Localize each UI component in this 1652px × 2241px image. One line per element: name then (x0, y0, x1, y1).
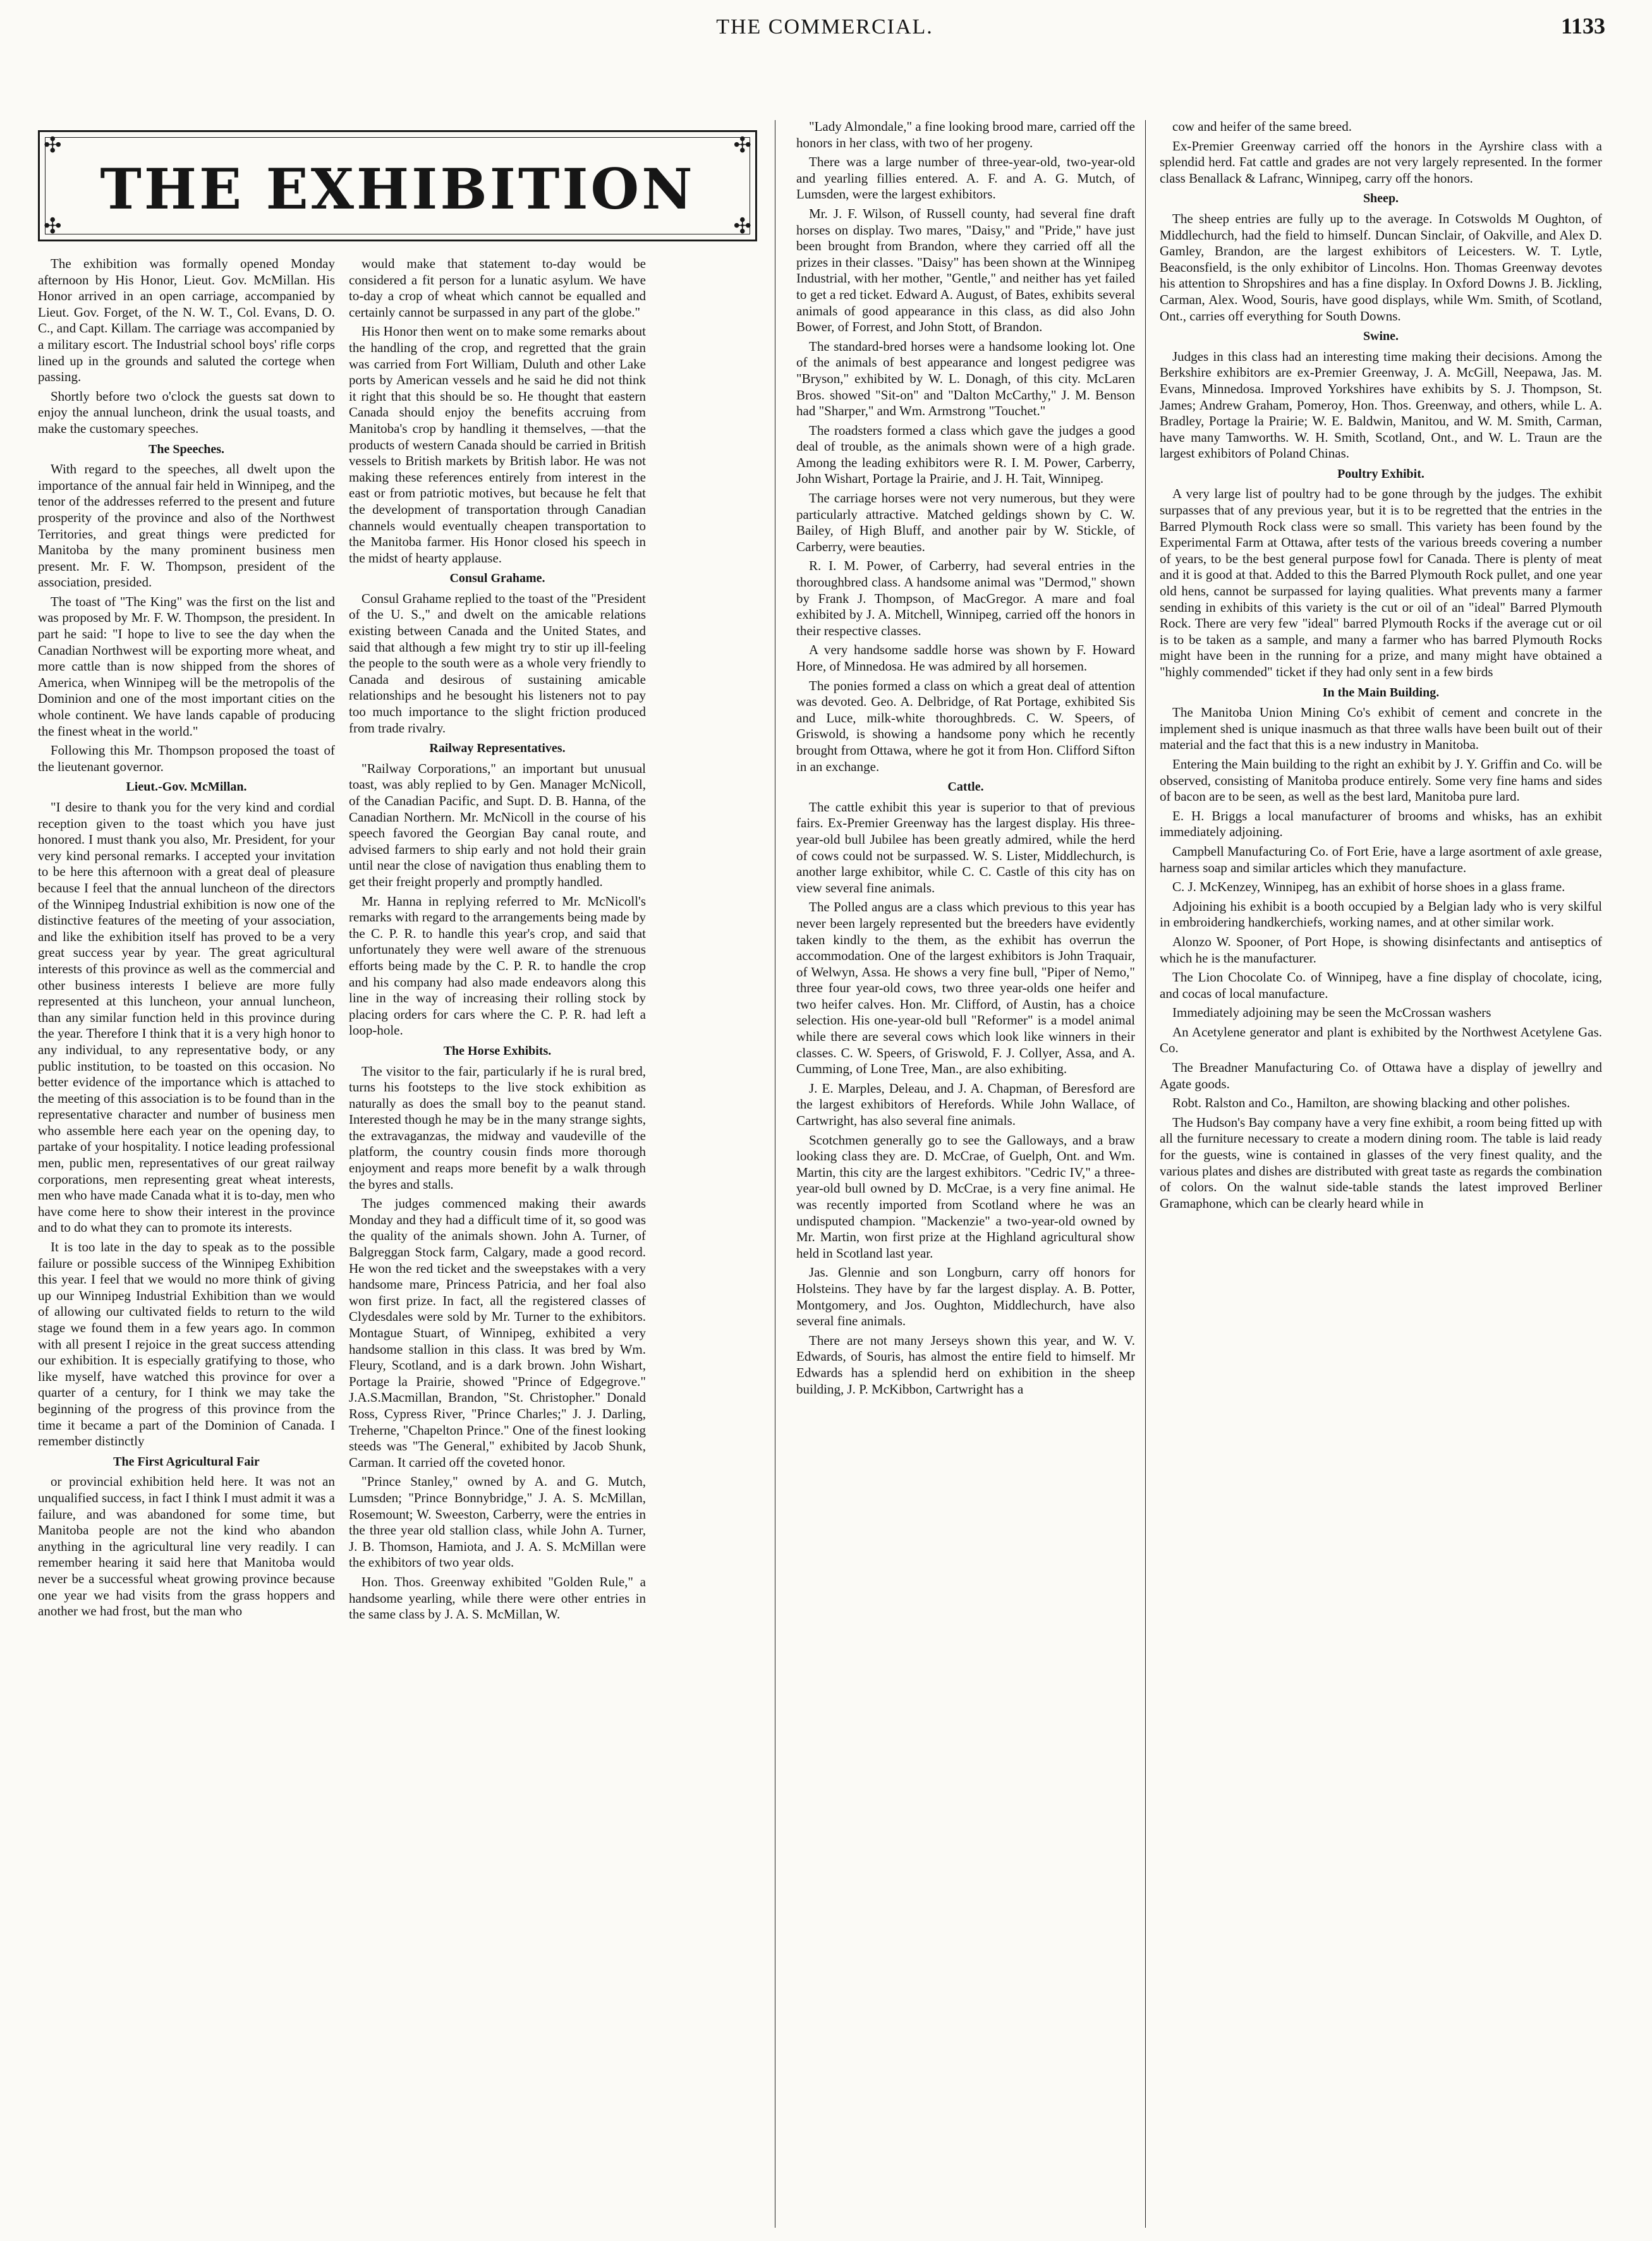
body-paragraph: C. J. McKenzey, Winnipeg, has an exhibit of horse shoes in a glass frame. (1172, 879, 1565, 895)
column-3 (796, 119, 1135, 2223)
masthead: THE COMMERCIAL. (716, 15, 933, 39)
body-paragraph: or provincial exhibition held here. It was not an unqualified success, in fact I think I must admit it was a failure, and was abandoned for some time, but Manitoba people are not the kind who abandon anything in the agricultural line very readily. I can remember hearing it said here that Manitoba would never be a successful wheat growing province because one year we had visits from the grass hoppers and another we had frost, but the man who (38, 1474, 335, 1619)
body-paragraph: The sheep entries are fully up to the average. In Cotswolds M Oughton, of Middlechurch, had the field to himself. Duncan Sinclair, of Oakville, and Alex D. Gamley, Brandon, are the largest exhibitors of Leicesters. W. T. Lytle, Beaconsfield, is the only exhibitor of Lincolns. Hon. Thomas Greenway devotes his attention to Shropshires and has a fine display. In Oxford Downs J. B. Jickling, Carman, Alex. Wood, Souris, have good displays, while Wm. Smith, of Scotland, Ont., carries off everything for South Downs. (1160, 210, 1602, 324)
body-paragraph: Campbell Manufacturing Co. of Fort Erie, have a large asortment of axle grease, harness soap and similar articles which they manufacture. (1160, 843, 1602, 875)
body-paragraph: The Manitoba Union Mining Co's exhibit of cement and concrete in the implement shed is unique inasmuch as that three walls have been built out of their material and the fact that this is a new industry in Manitoba. (1160, 705, 1602, 753)
section-subheading: Lieut.-Gov. McMillan. (126, 780, 247, 794)
body-paragraph: Mr. J. F. Wilson, of Russell county, had several fine draft horses on display. Two mares, "Daisy," and "Pride," have just been brought from Brandon, where they carried off all the prizes in their classes. "Daisy" has been shown at the Winnipeg Industrial, with her mother, "Gentle," and neither has yet failed to get a red ticket. Edward A. August, of Bates, exhibits several animals of good appearance in this class, as did also John Bower, of Forrest, and John Stott, of Brandon. (796, 205, 1135, 335)
section-subheading: Poultry Exhibit. (1337, 466, 1424, 481)
body-paragraph: J. E. Marples, Deleau, and J. A. Chapman, of Beresford are the largest exhibitors of Herefords. While John Wallace, of Cartwright, has also several fine animals. (796, 1080, 1135, 1129)
body-paragraph: Ex-Premier Greenway carried off the honors in the Ayrshire class with a splendid herd. Fat cattle and grades are not very largely represented. In the former class Benallack & Lafranc, Winnipeg, carry off the honors. (1160, 138, 1602, 186)
body-paragraph: The Polled angus are a class which previous to this year has never been largely represented but the breeders have evidently taken kindly to the them, as the exhibit has overrun the accommodation. One of the largest exhibitors is John Traquair, of Welwyn, Assa. He shows a very fine bull, "Piper of Nemo," three four year-old cows, two three year-olds one heifer and two heifer calves. Hon. Mr. Clifford, of Austin, has a choice selection. His one-year-old bull "Reformer" is a model animal while there are several cows which look like winners in their classes. C. W. Speers, of Griswold, F. J. Collyer, Assa, and A. Cumming, of Lone Tree, Man., are also exhibiting. (796, 899, 1135, 1077)
body-paragraph: "Lady Almondale," a fine looking brood mare, carried off the honors in her class, with two of her progeny. (796, 119, 1135, 150)
corner-ornament-icon: ✣ (733, 214, 751, 239)
corner-ornament-icon: ✣ (44, 214, 62, 239)
column-4 (1160, 119, 1602, 2223)
body-paragraph: With regard to the speeches, all dwelt upon the importance of the annual fair held in Winnipeg, and the tenor of the addresses referred to the present and future prosperity of the province and also of the Northwest Territories, and great things were predicted for Manitoba by the many prominent business men present. Mr. F. W. Thompson, president of the association, presided. (38, 461, 335, 590)
section-subheading: Railway Representatives. (429, 741, 566, 756)
body-paragraph: Scotchmen generally go to see the Galloways, and a braw looking class they are. D. McCrae, of Guelph, Ont. and Wm. Martin, this city are the largest exhibitors. "Cedric IV," a three-year-old bull owned by D. McCrae, is a very fine animal. He was recently imported from Scotland where he was an undisputed champion. "Mackenzie" a two-year-old owned by Mr. Martin, won first prize at the Highland agricultural show held in Scotland last year. (796, 1132, 1135, 1261)
column-rule (1145, 120, 1146, 2228)
body-paragraph: would make that statement to-day would be considered a fit person for a lunatic asylum. We have to-day a crop of wheat which cannot be equalled and certainly cannot be surpassed in any part of the globe." (349, 256, 646, 320)
body-paragraph: It is too late in the day to speak as to the possible failure or possible success of the Winnipeg Exhibition this year. I feel that we would no more think of giving up our Winnipeg Industrial Exhibition than we would of allowing our cultivated fields to return to the wild stage we found them in a few years ago. In common with all present I rejoice in the great success attending our exhibition. It is especially gratifying to those, who like myself, have watched this province for over a quarter of a century, for I think we may take the beginning of the progress of this province from the time it became a part of the Dominion of Canada. I remember distinctly (38, 1239, 335, 1449)
section-subheading: The Horse Exhibits. (443, 1043, 552, 1058)
body-paragraph: The judges commenced making their awards Monday and they had a difficult time of it, so good was the quality of the animals shown. John A. Turner, of Balgreggan Stock farm, Calgary, made a good record. He won the red ticket and the sweepstakes with a very handsome mare, Princess Patricia, and her foal also won first prize. In fact, all the registered classes of Clydesdales were sold by Mr. Turner to the exhibitors. Montague Stuart, of Winnipeg, exhibited a very handsome stallion in this class. It was bred by Wm. Fleury, Scotland, and is a dark brown. John Wishart, Portage la Prairie, showed "Prince of Edgegrove." J.A.S.Macmillan, Brandon, "St. Christopher." Donald Ross, Cypress River, "Prince Charles;" J. J. Darling, Treherne, "Chapelton Prince." One of the finest looking steeds was "The General," exhibited by Jacob Shunk, Carman. It carried off the coveted honor. (349, 1196, 646, 1470)
body-paragraph: There was a large number of three-year-old, two-year-old and yearling fillies entered. A. F. and A. G. Mutch, of Lumsden, were the largest exhibitors. (796, 154, 1135, 202)
body-paragraph: An Acetylene generator and plant is exhibited by the Northwest Acetylene Gas. Co. (1160, 1024, 1602, 1056)
body-paragraph: "I desire to thank you for the very kind and cordial reception given to the toast which you have just honored. I must thank you also, Mr. President, for your very kind personal remarks. I accepted your invitation to be here this afternoon with a great deal of pleasure because I feel that the annual luncheon of the directors of the Winnipeg Industrial exhibition is now one of the distinctive features of the meeting of your association, and like the exhibition itself has proved to be a very great success year by year. The great agricultural interests of this province as well as the commercial and other business interests I believe are more fully represented at this luncheon, your annual luncheon, than any similar function held in this province during the year. Therefore I think that it is a very high honor to any individual, to any representative body, or any public institution, to be toasted on this occasion. No better evidence of the importance which is attached to the meeting of this association is to be found than in the representative character and number of business men who assemble here each year on the opening day, to partake of your hospitality. I notice leading professional men, public men, representatives of our great railway corporations, men representing great wheat interests, men who have made Canada what it is to-day, men who have come here to show their interest in the province and to do what they can to promote its interests. (38, 799, 335, 1236)
body-paragraph: Judges in this class had an interesting time making their decisions. Among the Berkshire exhibitors are ex-Premier Greenway, J. A. McGill, Neepawa, Jas. M. Evans, Minnedosa. Improved Yorkshires have exhibits by S. J. Thompson, St. James; Andrew Graham, Pomeroy, Hon. Thos. Greenway, and others, while L. A. Bradley, Portage la Prairie; W. E. Baldwin, Manitou, and W. M. Smith, Carman, have many Tamworths. W. H. Smith, Scotland, Ont., and W. L. Traun are the largest exhibitors of Poland Chinas. (1160, 348, 1602, 461)
body-paragraph: Hon. Thos. Greenway exhibited "Golden Rule," a handsome yearling, while there were other entries in the same class by J. A. S. McMillan, W. (349, 1574, 646, 1622)
body-paragraph: A very handsome saddle horse was shown by F. Howard Hore, of Minnedosa. He was admired by all horsemen. (796, 642, 1135, 674)
section-subheading: Cattle. (947, 780, 984, 794)
column-1 (38, 256, 335, 2228)
body-paragraph: R. I. M. Power, of Carberry, had several entries in the thoroughbred class. A handsome animal was "Dermod," shown by Frank J. Thompson, of MacGregor. A mare and foal exhibited by J. A. Mitchell, Winnipeg, carried off the honors in their respective classes. (796, 558, 1135, 638)
body-paragraph: The Hudson's Bay company have a very fine exhibit, a room being fitted up with all the furniture necessary to create a modern dining room. The table is laid ready for the guests, wine is contained in glasses of the very finest quality, and the various plates and dishes are distributed with great taste as regards the combination of colors. On the walnut side-table stands the latest improved Berliner Gramaphone, which can be clearly heard while in (1160, 1114, 1602, 1211)
body-paragraph: His Honor then went on to make some remarks about the handling of the crop, and regretted that the grain was carried from Fort William, Duluth and other Lake ports by American vessels and he said he did not think it right that this should be so. He thought that eastern Canada should enjoy the benefits accruing from Manitoba's crop by handling it themselves, —that the products of western Canada should be carried in British vessels to British markets by British labor. He was not making these references entirely from interest in the east or from patriotic motives, but because he felt that the development of transportation through Canadian channels would eventually cheapen transportation to the Manitoba farmer. His Honor closed his speech in the midst of hearty applause. (349, 324, 646, 566)
section-subheading: In the Main Building. (1322, 685, 1440, 700)
body-paragraph: There are not many Jerseys shown this year, and W. V. Edwards, of Souris, has almost the entire field to himself. Mr Edwards has a splendid herd on exhibition in the sheep building, J. P. McKibbon, Cartwright has a (796, 1332, 1135, 1397)
article-title: THE EXHIBITION (100, 156, 695, 222)
body-paragraph: The standard-bred horses were a handsome looking lot. One of the animals of best appearance and longest pedigree was "Bryson," exhibited by W. L. Donagh, of this city. McLaren Bros. showed "Sit-on" and "Dalton McCarthy," J. M. Benson had "Sharper," and Wm. Armstrong "Touchet." (796, 338, 1135, 419)
body-paragraph: The exhibition was formally opened Monday afternoon by His Honor, Lieut. Gov. McMillan. His Honor arrived in an open carriage, accompanied by Lieut. Gov. Forget, of the N. W. T., Col. Evans, D. O. C., and Capt. Killam. The carriage was accompanied by a military escort. The Industrial school boys' rifle corps lined up in the grounds and saluted the cortege when passing. (38, 256, 335, 385)
section-subheading: Sheep. (1363, 191, 1399, 206)
body-paragraph: Robt. Ralston and Co., Hamilton, are showing blacking and other polishes. (1172, 1095, 1570, 1111)
body-paragraph: Jas. Glennie and son Longburn, carry off honors for Holsteins. They have by far the largest display. A. B. Potter, Montgomery, and Jos. Oughton, Middlechurch, have also several fine animals. (796, 1265, 1135, 1329)
body-paragraph: A very large list of poultry had to be gone through by the judges. The exhibit surpasses that of any previous year, but it is to be regretted that the entries in the Barred Plymouth Rock class were so small. This variety has been found by the Experimental Farm at Ottawa, after tests of the various breeds covering a number of years, to be the best general purpose fowl for Canada. There is plenty of meat and it is good at that. Added to this the Barred Plymouth Rock pullet, and one year old hens, cannot be surpassed for laying qualities. What prevents many a farmer sending in exhibits of this variety is the cut or oil of an "ideal" Barred Plymouth Rock. There are very few "ideal" barred Plymouth Rocks if the average cut or oil is to be taken as a sample, and many a farmer who has barred Plymouth Rocks might have been in the running for a prize, and many might have obtained a "highly commended" ticket if they had only sent in a few birds (1160, 486, 1602, 679)
page-header (37, 9, 1613, 48)
body-paragraph: The roadsters formed a class which gave the judges a good deal of trouble, as the animals shown were of a high grade. Among the leading exhibitors were R. I. M. Power, Carberry, John Wishart, Portage la Prairie, and J. H. Tait, Winnipeg. (796, 422, 1135, 487)
corner-ornament-icon: ✣ (44, 133, 62, 158)
body-paragraph: "Prince Stanley," owned by A. and G. Mutch, Lumsden; "Prince Bonnybridge," J. A. S. McMillan, Rosemount; W. Sweeston, Carberry, were the entries in the three year old stallion class, while John A. Turner, J. B. Thomson, Hamiota, and J. A. S. McMillan were the exhibitors of two year olds. (349, 1474, 646, 1570)
article-title-box (38, 130, 757, 241)
body-paragraph: Entering the Main building to the right an exhibit by J. Y. Griffin and Co. will be observed, consisting of Manitoba produce entirely. Some very fine hams and sides of bacon are to be seen, as well as the best lard, Manitoba pure lard. (1160, 756, 1602, 805)
body-paragraph: The carriage horses were not very numerous, but they were particularly attractive. Matched geldings shown by C. W. Bailey, of High Bluff, and another pair by W. Stickle, of Carberry, were beauties. (796, 490, 1135, 554)
body-paragraph: "Railway Corporations," an important but unusual toast, was ably replied to by Gen. Manager McNicoll, of the Canadian Pacific, and Supt. D. B. Hanna, of the Canadian Northern. Mr. McNicoll in the course of his speech favored the Georgian Bay canal route, and advised farmers to ship early and not hold their grain until near the close of navigation thus enabling them to get their freight properly and promptly handled. (349, 760, 646, 889)
body-paragraph: cow and heifer of the same breed. (1172, 119, 1352, 134)
page-number: 1133 (1560, 13, 1605, 39)
column-2 (349, 256, 646, 2228)
body-paragraph: Consul Grahame replied to the toast of the "President of the U. S.," and dwelt on the amicable relations existing between Canada and the United States, and said that although a few might try to stir up ill-feeling the people to the south were as a whole very friendly to Canada and desirous of sustaining amicable relationships and he besought his listeners not to pay too much importance to the slight friction produced from trade rivalry. (349, 590, 646, 736)
body-paragraph: Shortly before two o'clock the guests sat down to enjoy the annual luncheon, drink the usual toasts, and make the customary speeches. (38, 388, 335, 436)
corner-ornament-icon: ✣ (733, 133, 751, 158)
section-subheading: Consul Grahame. (449, 571, 545, 586)
body-paragraph: Immediately adjoining may be seen the McCrossan washers (1172, 1005, 1491, 1021)
body-paragraph: Mr. Hanna in replying referred to Mr. McNicoll's remarks with regard to the arrangements being made by the C. P. R. to handle this year's crop, and said that unfortunately they were well aware of the strenuous efforts being made by the C. P. R. to handle the crop and his company had also made endeavors along this line in the way of increasing their rolling stock by placing orders for cars where the C. P. R. had left a loop-hole. (349, 893, 646, 1038)
section-subheading: Swine. (1363, 329, 1399, 344)
body-paragraph: The toast of "The King" was the first on the list and was proposed by Mr. F. W. Thompson, the president. In part he said: "I hope to live to see the day when the Canadian Northwest will be exporting more wheat, and more cattle than is now shipped from the shores of America, when Winnipeg will be the metropolis of the Dominion and one of the most important cities on the whole continent. We have lands capable of producing the finest wheat in the world." (38, 593, 335, 739)
section-subheading: The First Agricultural Fair (113, 1454, 260, 1469)
body-paragraph: Following this Mr. Thompson proposed the toast of the lieutenant governor. (38, 743, 335, 774)
body-paragraph: The Breadner Manufacturing Co. of Ottawa have a display of jewellry and Agate goods. (1160, 1060, 1602, 1091)
section-subheading: The Speeches. (149, 442, 224, 456)
body-paragraph: E. H. Briggs a local manufacturer of brooms and whisks, has an exhibit immediately adjoining. (1160, 808, 1602, 840)
body-paragraph: Adjoining his exhibit is a booth occupied by a Belgian lady who is very skilful in embroidering handkerchiefs, working names, and at other similar work. (1160, 898, 1602, 930)
body-paragraph: The ponies formed a class on which a great deal of attention was devoted. Geo. A. Delbridge, of Rat Portage, exhibited Sis and Luce, milk-white thoroughbreds. C. W. Speers, of Griswold, is showing a handsome pony which he recently brought from Ottawa, where he got it from Hon. Clifford Sifton in an exchange. (796, 677, 1135, 774)
body-paragraph: The visitor to the fair, particularly if he is rural bred, turns his footsteps to the live stock exhibition as naturally as does the small boy to the peanut stand. Interested though he may be in the many strange sights, the extravaganzas, the midway and vaudeville of the platform, the country cousin finds more thorough enjoyment and reaps more benefit by a walk through the byres and stalls. (349, 1063, 646, 1192)
body-paragraph: Alonzo W. Spooner, of Port Hope, is showing disinfectants and antiseptics of which he is the manufacturer. (1160, 933, 1602, 966)
body-paragraph: The Lion Chocolate Co. of Winnipeg, have a fine display of chocolate, icing, and cocas of local manufacture. (1160, 969, 1602, 1001)
body-paragraph: The cattle exhibit this year is superior to that of previous fairs. Ex-Premier Greenway has the largest display. His three-year-old bull Jubilee has been greatly admired, while the herd of cows could not be surpassed. W. S. Lister, Middlechurch, is another large exhibitor, while C. C. Castle of this city has on view several fine animals. (796, 799, 1135, 896)
